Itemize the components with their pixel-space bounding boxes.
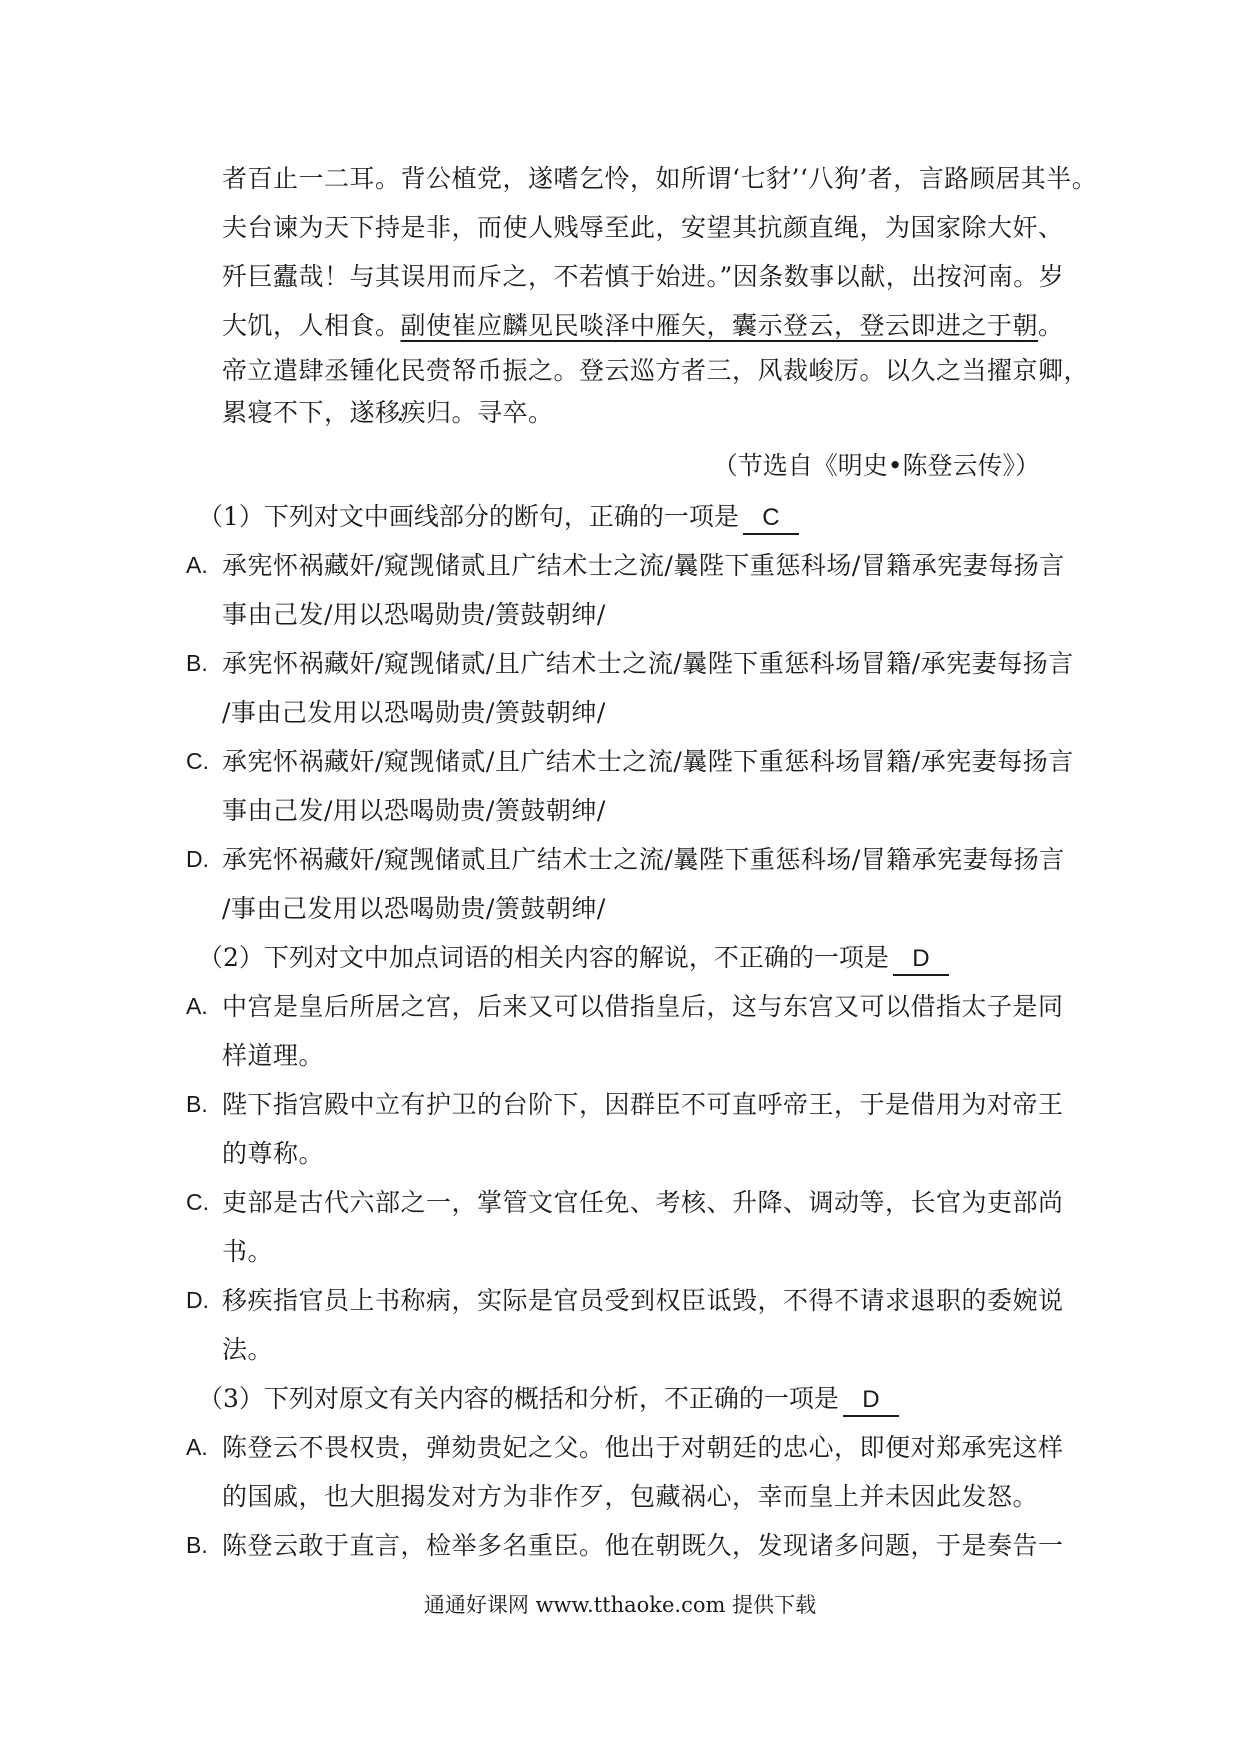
option-letter: D. [186, 846, 209, 872]
option-item [186, 835, 1066, 933]
option-line: 的国戚，也大胆揭发对方为非作歹，包藏祸心，幸而皇上并未因此发怒。 [222, 1482, 1039, 1511]
passage-line: 歼巨蠹哉！与其误用而斥之，不若慎于始进。”因条数事以献，出按河南。岁 [222, 262, 1065, 291]
option-line: 承宪怀祸藏奸/窥觊储贰/且广结术士之流/曩陛下重惩科场冒籍/承宪妻每扬言 [222, 649, 1074, 678]
passage-text [222, 154, 1098, 434]
passage-line [222, 301, 1064, 350]
questions-section [186, 492, 1074, 1570]
option-line: 陛下指宫殿中立有护卫的台阶下，因群臣不可直呼帝王，于是借用为对帝王 [222, 1090, 1064, 1119]
option-line: 移疾指官员上书称病，实际是官员受到权臣诋毁，不得不请求退职的委婉说 [222, 1286, 1064, 1315]
option-text [222, 737, 1074, 835]
option-line: /事由己发用以恐喝勋贵/箦鼓朝绅/ [222, 698, 606, 727]
option-text [222, 982, 1066, 1080]
option-item [186, 1423, 1066, 1521]
question-stem [186, 933, 1066, 982]
option-text [222, 1276, 1066, 1374]
passage-line: 帝立遣肆丞锺化民赍帑币振之。登云巡方者三，风裁峻厉。以久之当擢京卿， [222, 356, 1090, 385]
option-line: 事由己发/用以恐喝勋贵/箦鼓朝绅/ [222, 796, 606, 825]
option-item [186, 737, 1074, 835]
question-stem [186, 1374, 1066, 1423]
option-letter: B. [186, 1532, 208, 1558]
option-text [222, 1080, 1066, 1178]
option-letter: C. [186, 748, 209, 774]
option-letter: A. [186, 1434, 208, 1460]
option-item [186, 1276, 1066, 1374]
option-letter: A. [186, 993, 208, 1019]
passage-text-segment: 。 [1038, 311, 1064, 340]
option-item [186, 1080, 1066, 1178]
page-footer: 通通好课网 www.tthaoke.com 提供下载 [423, 1593, 817, 1617]
option-text [222, 1521, 1066, 1570]
option-line: 承宪怀祸藏奸/窥觊储贰且广结术士之流/曩陛下重惩科场/冒籍承宪妻每扬言 [222, 551, 1065, 580]
question-stem [186, 492, 1066, 541]
option-text [222, 835, 1066, 933]
option-item [186, 1521, 1066, 1570]
dotted-word: 移疾 [375, 398, 427, 427]
option-line: 承宪怀祸藏奸/窥觊储贰且广结术士之流/曩陛下重惩科场/冒籍承宪妻每扬言 [222, 845, 1065, 874]
question-text: （3）下列对原文有关内容的概括和分析，不正确的一项是 [198, 1384, 839, 1413]
option-letter: C. [186, 1189, 209, 1215]
passage-line [222, 392, 1052, 434]
option-text [222, 541, 1066, 639]
passage-line: 者百止一二耳。背公植党，遂嗜乞怜，如所谓‘七豺’‘八狗’者，言路顾居其半。 [222, 164, 1098, 193]
option-item [186, 982, 1066, 1080]
option-text [222, 639, 1074, 737]
option-line: 中宫是皇后所居之宫，后来又可以借指皇后，这与东宫又可以借指太子是同 [222, 992, 1064, 1021]
option-line: 承宪怀祸藏奸/窥觊储贰/且广结术士之流/曩陛下重惩科场冒籍/承宪妻每扬言 [222, 747, 1074, 776]
option-line: 陈登云敢于直言，检举多名重臣。他在朝既久，发现诸多问题，于是奏告一 [222, 1531, 1064, 1560]
option-line: 法。 [222, 1335, 274, 1364]
underlined-passage: 副使崔应麟见民啖泽中雁矢，囊示登云，登云即进之于朝 [400, 311, 1039, 340]
answer-blank: C [743, 503, 799, 535]
option-text [222, 1178, 1066, 1276]
option-line: 事由己发/用以恐喝勋贵/箦鼓朝绅/ [222, 600, 606, 629]
option-line: 陈登云不畏权贵，弹劾贵妃之父。他出于对朝廷的忠心，即便对郑承宪这样 [222, 1433, 1064, 1462]
option-letter: B. [186, 1091, 208, 1117]
option-line: 书。 [222, 1237, 274, 1266]
option-item [186, 1178, 1066, 1276]
option-line: 吏部是古代六部之一，掌管文官任免、考核、升降、调动等，长官为吏部尚 [222, 1188, 1064, 1217]
question-text: （1）下列对文中画线部分的断句，正确的一项是 [198, 502, 739, 531]
passage-text-segment: 大饥，人相食。 [222, 311, 401, 340]
option-line: 样道理。 [222, 1041, 325, 1070]
option-letter: D. [186, 1287, 209, 1313]
option-line: 的尊称。 [222, 1139, 325, 1168]
option-item [186, 639, 1074, 737]
option-text [222, 1423, 1066, 1521]
option-letter: B. [186, 650, 208, 676]
passage-text-segment: 累寝不下，遂 [222, 398, 376, 427]
source-citation: （节选自《明史•陈登云传》） [712, 451, 1040, 480]
option-item [186, 541, 1066, 639]
answer-blank: D [893, 944, 949, 976]
passage-text-segment: 归。寻卒。 [426, 398, 554, 427]
option-line: /事由己发用以恐喝勋贵/箦鼓朝绅/ [222, 894, 606, 923]
answer-blank: D [843, 1385, 899, 1417]
option-letter: A. [186, 552, 208, 578]
passage-line: 夫台谏为天下持是非，而使人贱辱至此，安望其抗颜直绳，为国家除大奸、 [222, 213, 1064, 242]
question-text: （2）下列对文中加点词语的相关内容的解说，不正确的一项是 [198, 943, 889, 972]
